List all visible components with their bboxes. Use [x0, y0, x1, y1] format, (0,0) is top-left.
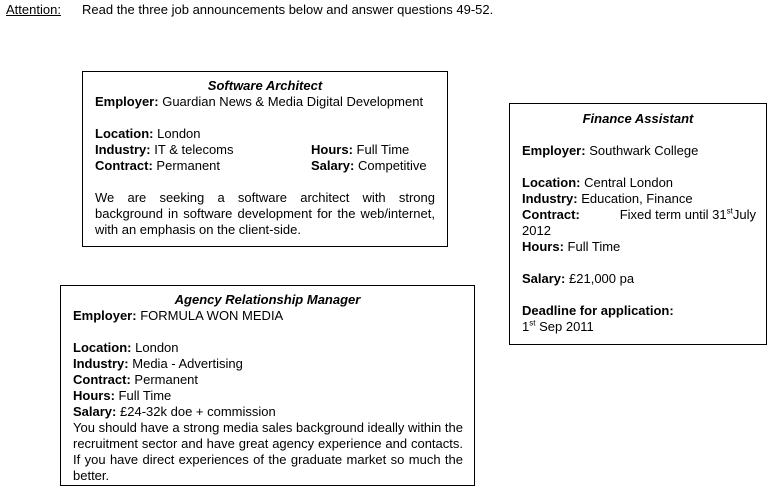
salary-row: Salary: £24-32k doe + commission [73, 404, 276, 419]
job-title: Agency Relationship Manager [174, 292, 361, 307]
deadline-label: Deadline for application: [522, 303, 674, 318]
location-row: Location: London [73, 340, 179, 355]
contract-row: Contract: Fixed term until 31stJuly [522, 206, 756, 222]
contract-salary-row: Contract: Permanent Salary: Competitive [95, 158, 427, 173]
location-row: Location: London [95, 126, 201, 141]
contract-year: 2012 [522, 223, 551, 238]
job-title: Software Architect [207, 78, 323, 93]
hours-row: Hours: Full Time [73, 388, 172, 403]
industry-row: Industry: Media - Advertising [73, 356, 243, 371]
employer-row: Employer: FORMULA WON MEDIA [73, 308, 284, 323]
job-description: You should have a strong media sales background ideally within the recruitment sector and have great agency experience and contacts. If you have direct experiences of the graduate market so much the better. [73, 420, 463, 483]
employer-row: Employer: Guardian News & Media Digital Development [95, 94, 424, 109]
hours-row: Hours: Full Time [522, 239, 621, 254]
job-description: We are seeking a software architect with strong background in software development for the web/internet, with an emphasis on the client-side. [95, 190, 435, 237]
industry-row: Industry: Education, Finance [522, 191, 693, 206]
employer-row: Employer: Southwark College [522, 143, 699, 158]
software-architect-ad [82, 71, 448, 247]
job-title: Finance Assistant [582, 111, 694, 126]
attention-label: Attention: [6, 2, 61, 17]
deadline-date: 1st Sep 2011 [522, 318, 594, 334]
industry-hours-row: Industry: IT & telecoms Hours: Full Time [95, 142, 410, 157]
finance-assistant-ad [509, 103, 767, 345]
attention-text: Read the three job announcements below and answer questions 49-52. [82, 2, 494, 17]
salary-row: Salary: £21,000 pa [522, 271, 635, 286]
agency-relationship-manager-ad [60, 285, 475, 486]
contract-row: Contract: Permanent [73, 372, 199, 387]
attention-note [6, 2, 494, 17]
location-row: Location: Central London [522, 175, 674, 190]
